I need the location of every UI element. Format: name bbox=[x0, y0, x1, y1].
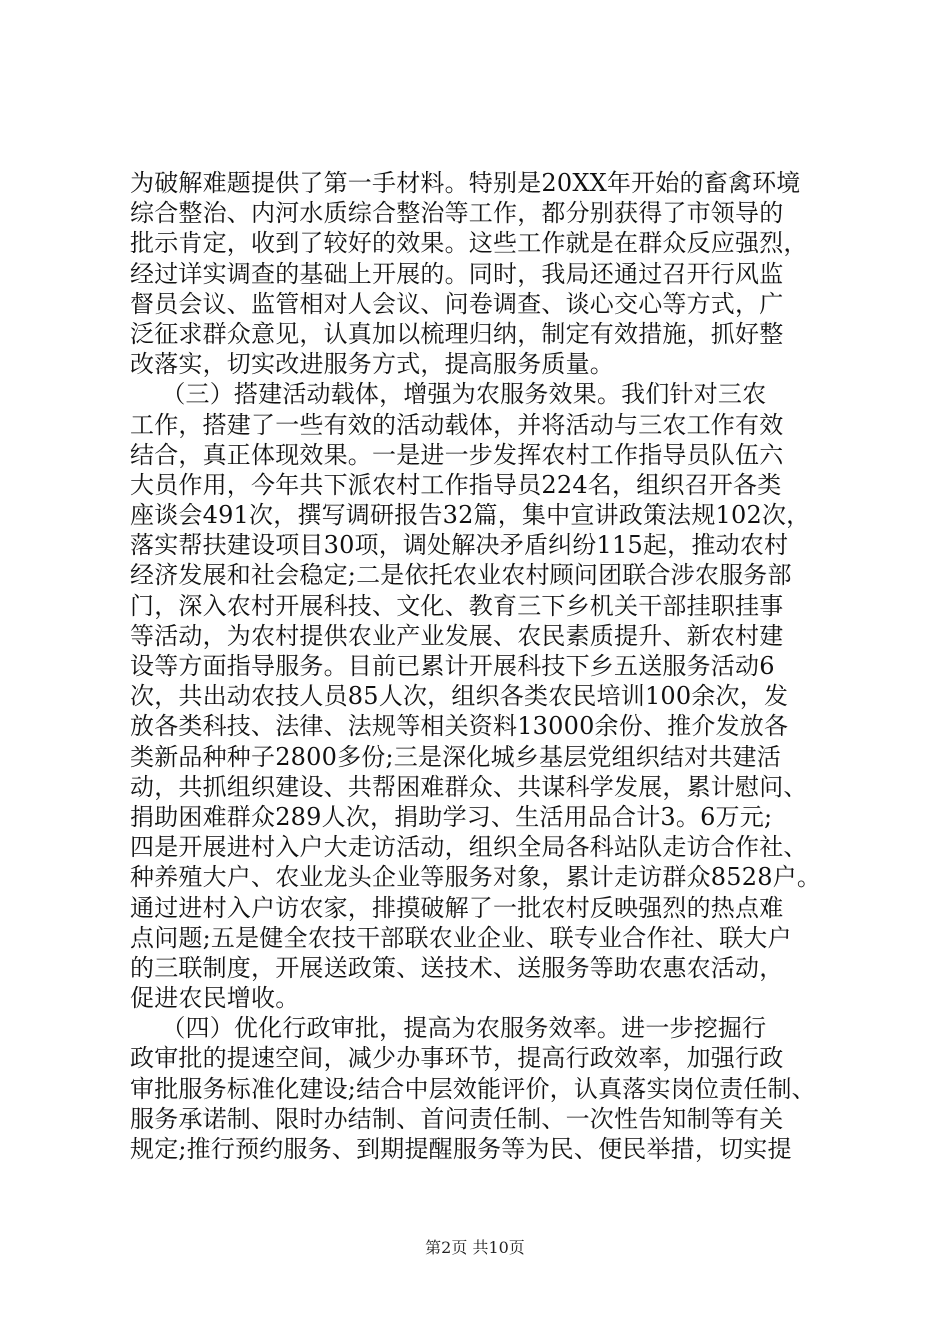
text-line: 座谈会491次，撰写调研报告32篇，集中宣讲政策法规102次， bbox=[130, 501, 811, 530]
text-line: 批示肯定，收到了较好的效果。这些工作就是在群众反应强烈， bbox=[130, 229, 808, 258]
text-line: 四是开展进村入户大走访活动，组织全局各科站队走访合作社、 bbox=[130, 833, 808, 862]
text-line: （三）搭建活动载体，增强为农服务效果。我们针对三农 bbox=[130, 380, 767, 409]
text-line: 类新品种种子2800多份;三是深化城乡基层党组织结对共建活 bbox=[130, 742, 781, 771]
text-line: 通过进村入户访农家，排摸破解了一批农村反映强烈的热点难 bbox=[130, 893, 784, 922]
text-line: 大员作用，今年共下派农村工作指导员224名，组织召开各类 bbox=[130, 470, 782, 499]
page-number-footer: 第2页 共10页 bbox=[425, 1238, 525, 1257]
text-line: 促进农民增收。 bbox=[130, 984, 300, 1013]
text-line: 服务承诺制、限时办结制、首问责任制、一次性告知制等有关 bbox=[130, 1104, 784, 1133]
text-line: 点问题;五是健全农技干部联农业企业、联专业合作社、联大户 bbox=[130, 923, 792, 952]
text-line: 综合整治、内河水质综合整治等工作，都分别获得了市领导的 bbox=[130, 199, 784, 228]
text-line: 泛征求群众意见，认真加以梳理归纳，制定有效措施，抓好整 bbox=[130, 319, 784, 348]
text-line: 设等方面指导服务。目前已累计开展科技下乡五送服务活动6 bbox=[130, 652, 775, 680]
text-line: 门，深入农村开展科技、文化、教育三下乡机关干部挂职挂事 bbox=[130, 591, 784, 620]
text-line: 改落实，切实改进服务方式，提高服务质量。 bbox=[130, 350, 614, 379]
text-line: 动，共抓组织建设、共帮困难群众、共谋科学发展，累计慰问、 bbox=[130, 772, 808, 801]
text-line: 次，共出动农技人员85人次，组织各类农民培训100余次，发 bbox=[130, 682, 789, 711]
text-line: 结合，真正体现效果。一是进一步发挥农村工作指导员队伍六 bbox=[130, 440, 784, 469]
text-line: 等活动，为农村提供农业产业发展、农民素质提升、新农村建 bbox=[130, 621, 784, 650]
text-line: 规定;推行预约服务、到期提醒服务等为民、便民举措，切实提 bbox=[130, 1135, 792, 1163]
text-line: 捐助困难群众289人次，捐助学习、生活用品合计3。6万元; bbox=[130, 802, 773, 831]
text-line: 督员会议、监管相对人会议、问卷调查、谈心交心等方式，广 bbox=[130, 289, 784, 318]
text-line: 种养殖大户、农业龙头企业等服务对象，累计走访群众8528户。 bbox=[130, 863, 822, 892]
text-line: 落实帮扶建设项目30项，调处解决矛盾纠纷115起，推动农村 bbox=[130, 531, 789, 560]
text-line: 放各类科技、法律、法规等相关资料13000余份、推介发放各 bbox=[130, 712, 789, 741]
text-line: 审批服务标准化建设;结合中层效能评价，认真落实岗位责任制、 bbox=[130, 1074, 816, 1103]
text-line: 的三联制度，开展送政策、送技术、送服务等助农惠农活动， bbox=[130, 953, 784, 982]
text-line: 政审批的提速空间，减少办事环节，提高行政效率，加强行政 bbox=[130, 1044, 784, 1073]
text-line: 经济发展和社会稳定;二是依托农业农村顾问团联合涉农服务部 bbox=[130, 561, 792, 590]
text-line: 为破解难题提供了第一手材料。特别是20XX年开始的畜禽环境 bbox=[130, 169, 801, 197]
text-line: 工作，搭建了一些有效的活动载体，并将活动与三农工作有效 bbox=[130, 410, 784, 439]
document-body bbox=[130, 168, 830, 1164]
text-line: （四）优化行政审批，提高为农服务效率。进一步挖掘行 bbox=[130, 1014, 767, 1043]
text-line: 经过详实调查的基础上开展的。同时，我局还通过召开行风监 bbox=[130, 259, 784, 288]
